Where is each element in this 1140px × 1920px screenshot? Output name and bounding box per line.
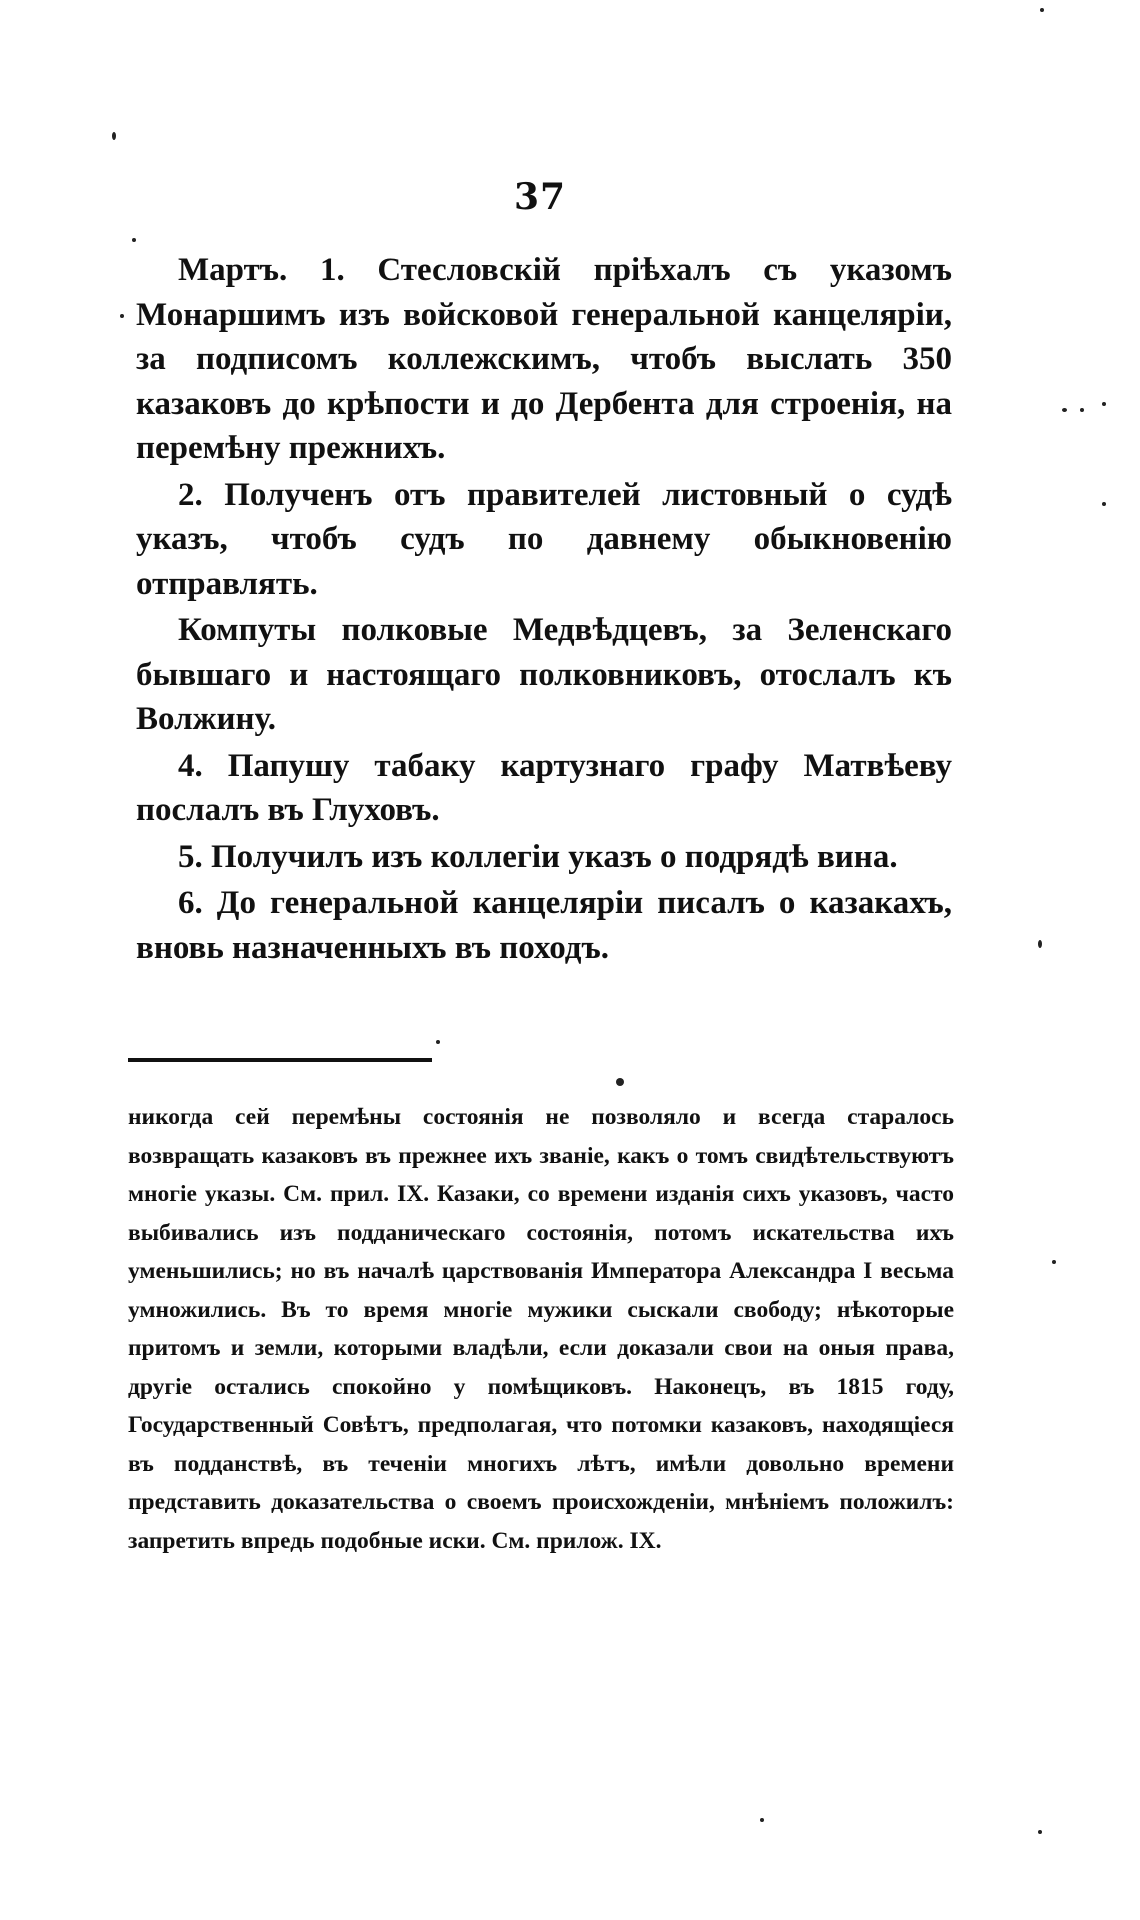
scan-speck — [120, 314, 124, 318]
entry-march-1: Мартъ. 1. Стесловскій пріѣхалъ съ указомъ Монаршимъ изъ войсковой генеральной канцеляріи, за подписомъ коллежскимъ, чтобъ выслать 350 казаковъ до крѣпости и до Дербента для строенія, на перемѣну прежнихъ. — [136, 252, 952, 466]
scan-speck — [1062, 408, 1067, 412]
scan-speck — [132, 238, 136, 242]
scan-speck — [1052, 1260, 1056, 1264]
entry-march-2: 2. Полученъ отъ правителей листовный о судѣ указъ, чтобъ судъ по давнему обыкновенію отправлять. — [136, 476, 952, 602]
scan-speck — [1038, 940, 1042, 948]
entry-march-4: 4. Папушу табаку картузнаго графу Матвѣеву послалъ въ Глуховъ. — [136, 747, 952, 828]
entry-march-6: 6. До генеральной канцеляріи писалъ о казакахъ, вновь назначенныхъ въ походъ. — [136, 885, 952, 966]
footnote-text: никогда сей перемѣны состоянія не позволяло и всегда старалось возвращать казаковъ въ прежнее ихъ званіе, какъ о томъ свидѣтельствуютъ многіе указы. См. прил. IX. Казаки, со времени изданія сихъ указовъ, часто выбивались изъ подданическаго состоянія, потомъ искательства ихъ уменьшились; но въ началѣ царствованія Императора Александра I весьма умножились. Въ то время многіе мужики сыскали свободу; нѣкоторые притомъ и земли, которыми владѣли, если доказали свои на оныя права, другіе остались спокойно у помѣщиковъ. Наконецъ, въ 1815 году, Государственный Совѣтъ, предполагая, что потомки казаковъ, находящіеся въ подданствѣ, въ теченіи многихъ лѣтъ, имѣли довольно времени представить доказательства о своемъ происхожденіи, мнѣніемъ положилъ: запретить впредь подобные иски. См. прилож. IX. — [128, 1104, 954, 1554]
entry-march-5: 5. Получилъ изъ коллегіи указъ о подрядѣ вина. — [178, 838, 898, 875]
scan-speck — [112, 132, 116, 140]
scan-speck — [436, 1040, 440, 1044]
scan-speck — [760, 1818, 764, 1822]
footnote — [128, 1098, 954, 1560]
footnote-divider — [128, 1058, 432, 1062]
entry-compute-lists: Компуты полковые Медвѣдцевъ, за Зеленскаго бывшаго и настоящаго полковниковъ, отослалъ къ Волжину. — [136, 612, 952, 737]
page-number: 37 — [513, 176, 567, 218]
diary-entries — [136, 248, 952, 972]
scan-speck — [1102, 502, 1106, 506]
scan-speck — [1102, 402, 1106, 406]
scan-speck — [1040, 8, 1044, 12]
scan-speck — [616, 1078, 624, 1086]
scan-speck — [1080, 408, 1084, 412]
scan-speck — [1038, 1830, 1042, 1834]
